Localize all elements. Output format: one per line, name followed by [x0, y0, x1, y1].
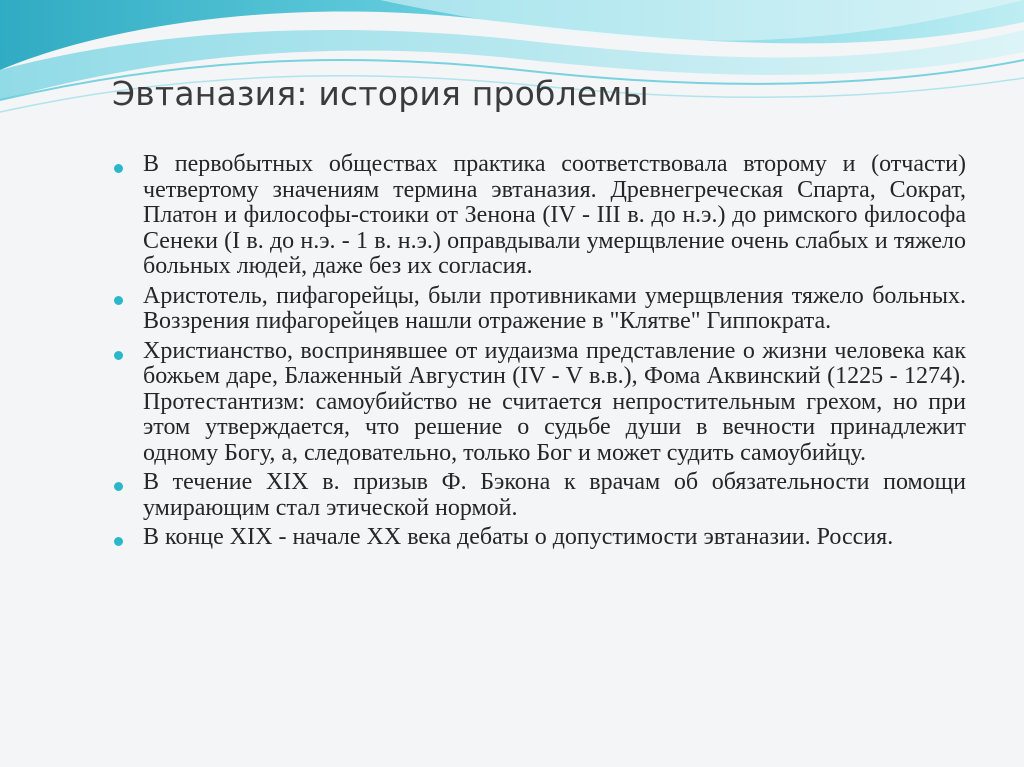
bullet-list	[110, 152, 966, 551]
bullet-text: Аристотель, пифагорейцы, были противниками умерщвления тяжело больных. Воззрения пифагорейцев нашли отражение в "Клятве" Гиппократа.	[143, 282, 966, 334]
bullet-item	[110, 339, 966, 467]
slide-title: Эвтаназия: история проблемы	[112, 74, 649, 113]
bullet-item	[110, 470, 966, 521]
bullet-dot-icon	[114, 537, 123, 546]
bullet-text: В первобытных обществах практика соответствовала второму и (отчасти) четвертому значениям термина эвтаназия. Древнегреческая Спарта, Сократ, Платон и философы-стоики от Зенона (IV - III в. до н.э.) до римского философа Сенеки (I в. до н.э. - 1 в. н.э.) оправдывали умерщвление очень слабых и тяжело больных людей, даже без их согласия.	[143, 151, 966, 279]
bullet-item	[110, 152, 966, 280]
bullet-item	[110, 525, 966, 551]
bullet-dot-icon	[114, 482, 123, 491]
bullet-dot-icon	[114, 296, 123, 305]
bullet-dot-icon	[114, 351, 123, 360]
bullet-dot-icon	[114, 164, 123, 173]
bullet-text: В течение XIX в. призыв Ф. Бэкона к врачам об обязательности помощи умирающим стал этической нормой.	[143, 469, 966, 521]
bullet-text: Христианство, воспринявшее от иудаизма представление о жизни человека как божьем даре, Блаженный Августин (IV - V в.в.), Фома Аквинский (1225 - 1274). Протестантизм: самоубийство не считается непростительным грехом, но при этом утверждается, что решение о судьбе души в вечности принадлежит одному Богу, а, следовательно, только Бог и может судить самоубийцу.	[143, 337, 966, 466]
bullet-text: В конце XIX - начале XX века дебаты о допустимости эвтаназии. Россия.	[143, 524, 894, 550]
bullet-item	[110, 284, 966, 335]
slide-content	[110, 152, 966, 555]
